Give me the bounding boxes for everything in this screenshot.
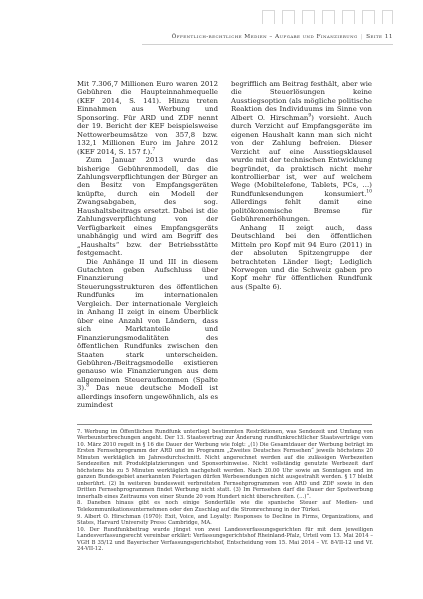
paragraph: [77, 258, 218, 410]
footnote: 7. Werbung im Öffentlichen Rundfunk unterliegt bestimmten Restriktionen, was Sendezeit und Umfang von Werbeunterbrechungen angeht. Der 13. Staatsvertrag zur Änderung rundfunkrechtlicher Staatsverträge vom 10. März 2010 regelt in § 16 die Dauer der Werbung wie folgt: „(1) Die Gesamtdauer der Werbung beträgt im Ersten Fernsehprogramm der ARD und im Programm „Zweites Deutsches Fernsehen“ jeweils höchstens 20 Minuten werktäglich im Jahresdurchschnitt. Nicht angerechnet werden auf die zulässigen Werbezeiten Sendezeiten mit Produktplatzierungen und Sponsorhinweise. Nicht vollständig genutzte Werbezeit darf höchstens bis zu 5 Minuten werktäglich nachgeholt werden. Nach 20.00 Uhr sowie an Sonntagen und im ganzen Bundesgebiet anerkannten Feiertagen dürfen Werbesendungen nicht ausgestrahlt werden. § 17 bleibt unberührt. (2) In weiteren bundesweit verbreiteten Fernsehprogrammen von ARD und ZDF sowie in den Dritten Fernsehprogrammen findet Werbung nicht statt. (3) Im Fernsehen darf die Dauer der Spotwerbung innerhalb eines Zeitraums von einer Stunde 20 vom Hundert nicht überschreiten. (…)“.: [77, 429, 373, 500]
footnote-marker: 8: [86, 384, 90, 390]
footnote-marker: 10: [366, 189, 372, 195]
footnote: 9. Albert O. Hirschman (1970): Exit, Voice, and Loyalty: Responses to Decline in Firms, Organizations, and States, Harvard University Press: Cambridge, MA.: [77, 513, 373, 527]
footnote: 10. Der Rundfunkbeitrag wurde jüngst von zwei Landesverfassungsgerichten für mit dem jeweiligen Landesverfassungsrecht vereinbar erklärt: Verfassungsgerichtshof Rheinland-Pfalz, Urteil vom 13. Mai 2014 – VGH B 35/12 und Bayerischer Verfassungsgerichtshof, Entscheidung vom 15. Mai 2014 – Vf. 8-VII-12 und Vf. 24-VII-12.: [77, 526, 373, 553]
header-decoration-square: [282, 10, 295, 24]
header-rule: [142, 44, 393, 45]
footnote: 8. Daneben hinaus gibt es noch einige Sonderfälle wie die spanische Steuer auf Medien- und Telekommunikationsunternehmen oder den Zuschlag auf die Stromrechnung in der Türkei.: [77, 500, 373, 513]
paragraph-text: Zum Januar 2013 wurde das bisherige Gebührenmodell, das die Zahlungsverpflichtungen der Bürger an den Besitz von Empfangsgeräten knüpfte, durch ein Modell der Zwangsabgaben, des sog. Haushaltsbeitrags ersetzt. Dabei ist die Zahlungsverpflichtung von der Verfügbarkeit eines Empfangsgeräts unabhängig und wird am Begriff des „Haushalts“ bzw. der Betriebsstätte festgemacht.: [77, 156, 218, 258]
paragraph: [77, 156, 218, 257]
body-column-right: [231, 80, 372, 291]
footnote-rule: [77, 424, 372, 425]
paragraph-text: Allerdings fehlt damit eine politökonomische Bremse für Gebührenerhöhungen.: [231, 198, 372, 224]
running-head-separator: |: [360, 34, 364, 40]
paragraph: [231, 224, 372, 292]
paragraph-text: begrifflich am Beitrag festhält, aber wie die Steuerlösungen keine Ausstiegsoption (als mögliche politische Reaktion des Individuums im Sinne von Albert O. Hirschman: [231, 80, 372, 122]
body-column-left: [77, 80, 218, 410]
paragraph-text: Das neue deutsche Modell ist allerdings insofern ungewöhnlich, als es zumindest: [77, 384, 218, 410]
footnote-marker: 7: [152, 147, 156, 153]
page-number: Seite 11: [366, 34, 393, 40]
paragraph: [77, 80, 218, 156]
header-decoration-square: [382, 10, 393, 24]
header-decoration-square: [362, 10, 375, 24]
paragraph-text: Anhang II zeigt auch, dass Deutschland bei den öffentlichen Mitteln pro Kopf mit 94 Euro (2011) in der absoluten Spitzengruppe der betrachteten Länder liegt; Lediglich Norwegen und die Schweiz gaben pro Kopf mehr für öffentlichen Rundfunk aus (Spalte 6).: [231, 223, 372, 291]
header-decoration-square: [342, 10, 355, 24]
header-decoration-square: [262, 10, 275, 24]
paragraph-text: Mit 7.306,7 Millionen Euro waren 2012 Gebühren die Haupteinnahmequelle (KEF 2014, S. 141). Hinzu treten Einnahmen aus Werbung und Sponsoring. Für ARD und ZDF nennt der 19. Bericht der KEF beispielsweise Nettowerbeumsätze von 357,8 bzw. 132,1 Millionen Euro im Jahre 2012 (KEF 2014, S. 157 f.).: [77, 80, 218, 156]
running-head: [0, 34, 393, 40]
footnotes: [77, 429, 373, 553]
footnote-marker: 9: [308, 113, 312, 119]
paragraph-text: Die Anhänge II und III in diesem Gutachten geben Aufschluss über Finanzierung und Steuerungsstrukturen des öffentlichen Rundfunks im internationalen Vergleich. Der internationale Vergleich in Anhang II zeigt in einem Überblick über eine Anzahl von Ländern, dass sich Marktanteile und Finanzierungsmodalitäten des öffentlichen Rundfunks zwischen den Staaten stark unterscheiden. Gebühren-/Beitragsmodelle existieren genauso wie Finanzierungen aus dem allgemeinen Steueraufkommen (Spalte 3).: [77, 257, 218, 393]
running-head-title: Öffentlich-rechtliche Medien – Aufgabe und Finanzierung: [171, 34, 358, 40]
header-decoration-square: [322, 10, 335, 24]
header-decoration-square: [302, 10, 315, 24]
paragraph-text: ) vorsieht. Auch durch Verzicht auf Empfangsgeräte im eigenen Haushalt kann man sich nicht von der Zahlung befreien. Dieser Verzicht auf eine Ausstiegsklausel wurde mit der technischen Entwicklung begründet, da praktisch nicht mehr kontrollierbar ist, wer auf welchem Wege (Mobiltelefone, Tablets, PCs, …) Rundfunksendungen konsumiert.: [231, 113, 372, 198]
paragraph: [231, 80, 372, 224]
